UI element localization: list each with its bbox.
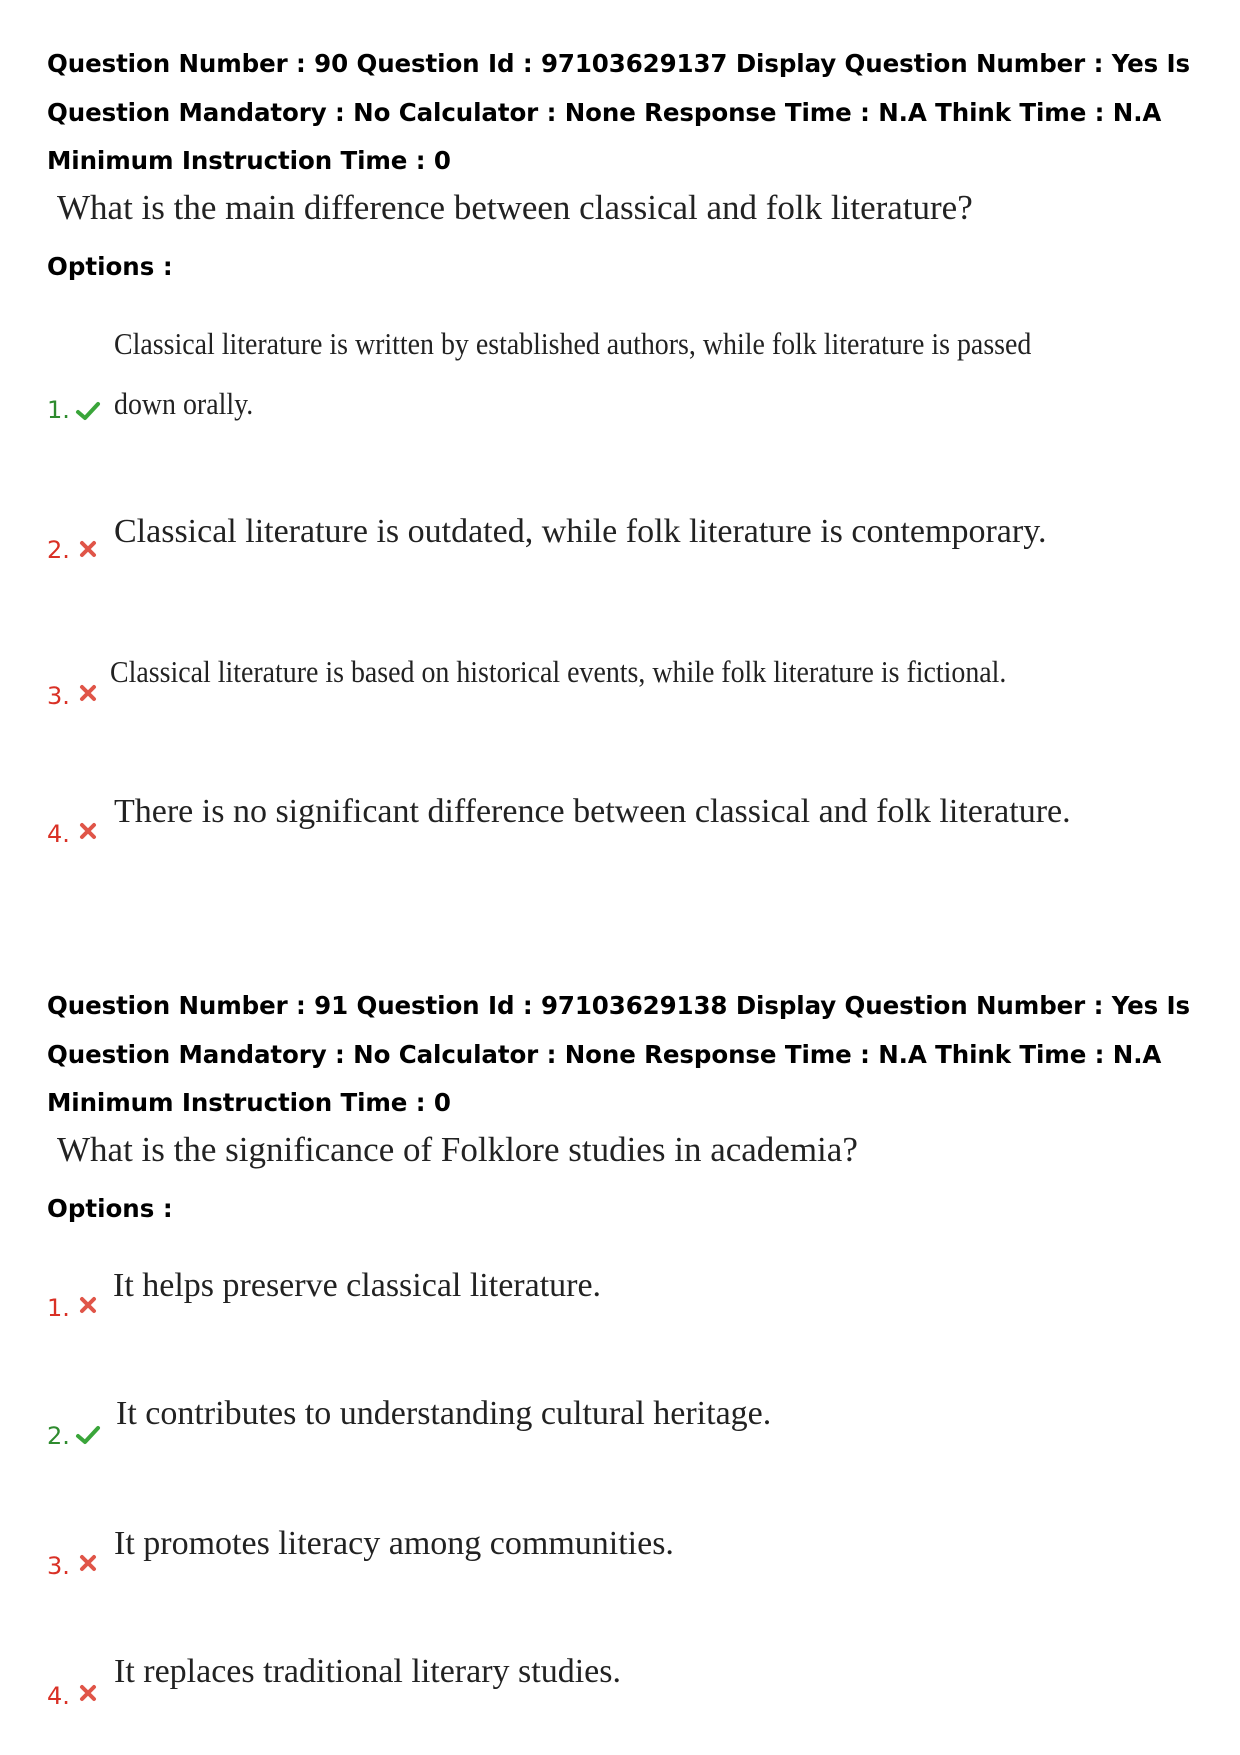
- options-label: Options :: [47, 252, 173, 281]
- option-item: [0, 1632, 1240, 1712]
- option-text: It replaces traditional literary studies.: [114, 1653, 621, 1690]
- option-text-line: Classical literature is written by established authors, while folk literature is passed: [114, 326, 1032, 361]
- question-meta: Question Number : 90 Question Id : 97103629137 Display Question Number : Yes Is Question Mandatory : No Calculator : None Response Time : N.A Think Time : N.A Minimum Instruction Time : 0: [47, 49, 1191, 175]
- option-item: [0, 1244, 1240, 1324]
- option-item: [0, 1500, 1240, 1580]
- cross-icon: [75, 1680, 101, 1706]
- check-icon: [75, 398, 101, 424]
- option-item: [0, 310, 1240, 430]
- cross-icon: [75, 1550, 101, 1576]
- option-number: 2.: [47, 536, 70, 564]
- option-text: Classical literature is based on historical events, while folk literature is fictional.: [110, 654, 1007, 689]
- question-text: What is the main difference between classical and folk literature?: [57, 188, 973, 227]
- option-item: [0, 780, 1240, 860]
- question-meta: Question Number : 91 Question Id : 97103629138 Display Question Number : Yes Is Question Mandatory : No Calculator : None Response Time : N.A Think Time : N.A Minimum Instruction Time : 0: [47, 991, 1191, 1117]
- cross-icon: [75, 536, 101, 562]
- option-text-line: down orally.: [114, 386, 254, 421]
- option-number: 4.: [47, 1682, 70, 1710]
- cross-icon: [75, 1292, 101, 1318]
- option-number: 2.: [47, 1422, 70, 1450]
- option-number: 4.: [47, 820, 70, 848]
- option-text: Classical literature is outdated, while folk literature is contemporary.: [114, 513, 1047, 550]
- question-text: What is the significance of Folklore studies in academia?: [57, 1130, 858, 1169]
- options-label: Options :: [47, 1194, 173, 1223]
- option-number: 1.: [47, 396, 70, 424]
- option-item: [0, 640, 1240, 720]
- option-number: 3.: [47, 682, 70, 710]
- option-text: It contributes to understanding cultural heritage.: [116, 1395, 772, 1432]
- cross-icon: [75, 680, 101, 706]
- check-icon: [75, 1422, 101, 1448]
- option-text: It promotes literacy among communities.: [114, 1525, 674, 1562]
- option-item: [0, 500, 1240, 580]
- option-item: [0, 1372, 1240, 1452]
- option-text: There is no significant difference between classical and folk literature.: [114, 793, 1071, 830]
- option-number: 3.: [47, 1552, 70, 1580]
- option-text: It helps preserve classical literature.: [113, 1267, 602, 1304]
- option-number: 1.: [47, 1294, 70, 1322]
- cross-icon: [75, 818, 101, 844]
